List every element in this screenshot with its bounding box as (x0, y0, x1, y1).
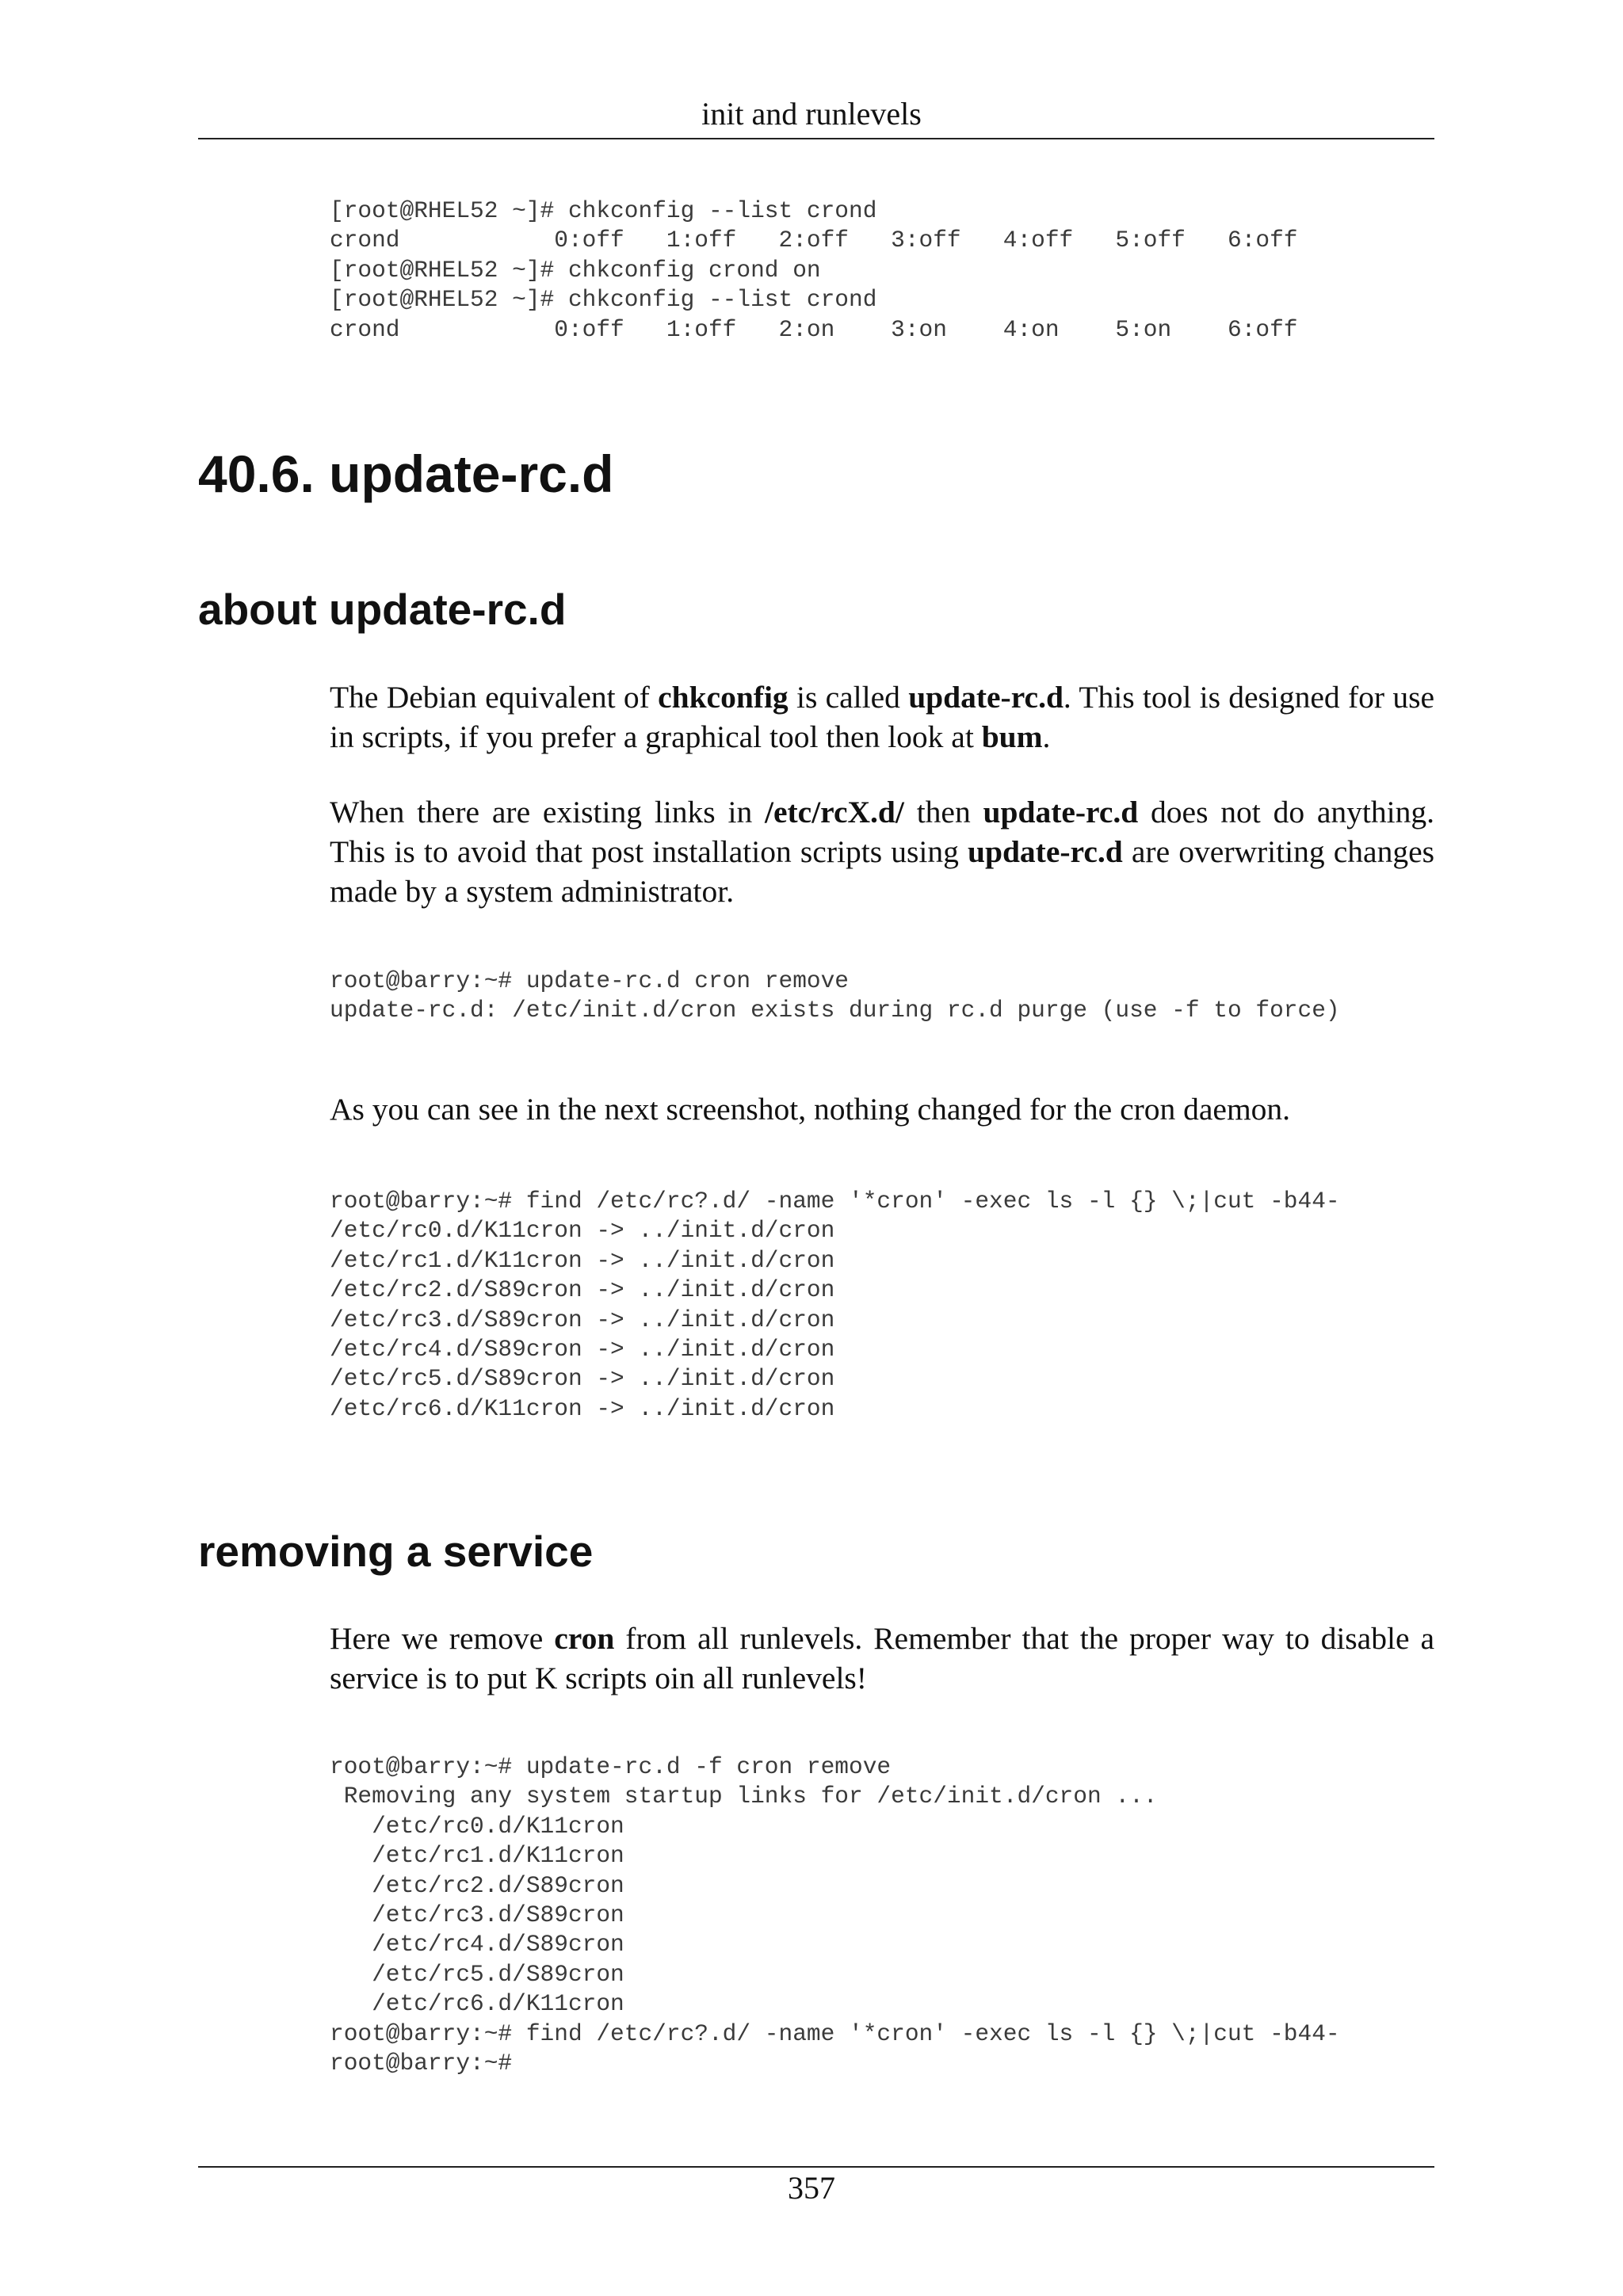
code-line: root@barry:~# update-rc.d -f cron remove (330, 1753, 892, 1780)
footer-rule (198, 2166, 1434, 2168)
section-heading-removing: removing a service (198, 1527, 594, 1576)
code-line: [root@RHEL52 ~]# chkconfig crond on (330, 256, 821, 284)
code-line: /etc/rc3.d/S89cron -> ../init.d/cron (330, 1306, 835, 1333)
code-line: /etc/rc5.d/S89cron -> ../init.d/cron (330, 1365, 835, 1393)
paragraph-about-2: When there are existing links in /etc/rcX.d/ then update-rc.d does not do anything. This is to avoid that post installation scripts using update-rc.d are overwriting changes made by a system administrator. (330, 795, 1434, 909)
paragraph-removing-1: Here we remove cron from all runlevels. Remember that the proper way to disable a service is to put K scripts oin all runlevels! (330, 1621, 1434, 1695)
code-line: update-rc.d: /etc/init.d/cron exists during rc.d purge (use -f to force) (330, 997, 1340, 1024)
code-line: root@barry:~# (330, 2050, 513, 2077)
code-block-force-remove (330, 1753, 1340, 2078)
page-number: 357 (788, 2170, 835, 2206)
code-line: /etc/rc3.d/S89cron (330, 1901, 624, 1929)
running-header: init and runlevels (701, 96, 922, 132)
code-line: /etc/rc1.d/K11cron -> ../init.d/cron (330, 1246, 835, 1274)
code-block-update-rc-remove (330, 967, 1340, 1026)
code-line: /etc/rc0.d/K11cron -> ../init.d/cron (330, 1217, 835, 1245)
code-line: /etc/rc2.d/S89cron -> ../init.d/cron (330, 1276, 835, 1304)
code-line: [root@RHEL52 ~]# chkconfig --list crond (330, 197, 877, 224)
code-line: /etc/rc2.d/S89cron (330, 1871, 624, 1899)
code-line: /etc/rc5.d/S89cron (330, 1960, 624, 1988)
paragraph-about-1: The Debian equivalent of chkconfig is called update-rc.d. This tool is designed for use in scripts, if you prefer a graphical tool then look at bum. (330, 680, 1434, 754)
code-line: Removing any system startup links for /etc/init.d/cron ... (330, 1783, 1158, 1810)
code-block-chkconfig (330, 196, 1298, 345)
header-rule (198, 138, 1434, 139)
code-line: /etc/rc1.d/K11cron (330, 1842, 624, 1870)
code-block-find-links (330, 1187, 1340, 1424)
chapter-title: 40.6. update-rc.d (198, 444, 614, 503)
code-line: /etc/rc6.d/K11cron (330, 1990, 624, 2018)
paragraph-about-3: As you can see in the next screenshot, nothing changed for the cron daemon. (330, 1092, 1291, 1127)
code-line: [root@RHEL52 ~]# chkconfig --list crond (330, 286, 877, 314)
code-line: root@barry:~# update-rc.d cron remove (330, 967, 850, 994)
code-line: root@barry:~# find /etc/rc?.d/ -name '*cron' -exec ls -l {} \;|cut -b44- (330, 1188, 1340, 1215)
code-line: /etc/rc0.d/K11cron (330, 1812, 624, 1840)
code-line: root@barry:~# find /etc/rc?.d/ -name '*cron' -exec ls -l {} \;|cut -b44- (330, 2019, 1340, 2047)
code-line: /etc/rc4.d/S89cron -> ../init.d/cron (330, 1336, 835, 1363)
code-line: /etc/rc6.d/K11cron -> ../init.d/cron (330, 1394, 835, 1422)
section-heading-about: about update-rc.d (198, 585, 567, 634)
code-line: crond 0:off 1:off 2:off 3:off 4:off 5:off 6:off (330, 227, 1298, 254)
code-line: /etc/rc4.d/S89cron (330, 1931, 624, 1958)
code-line: crond 0:off 1:off 2:on 3:on 4:on 5:on 6:off (330, 315, 1298, 343)
